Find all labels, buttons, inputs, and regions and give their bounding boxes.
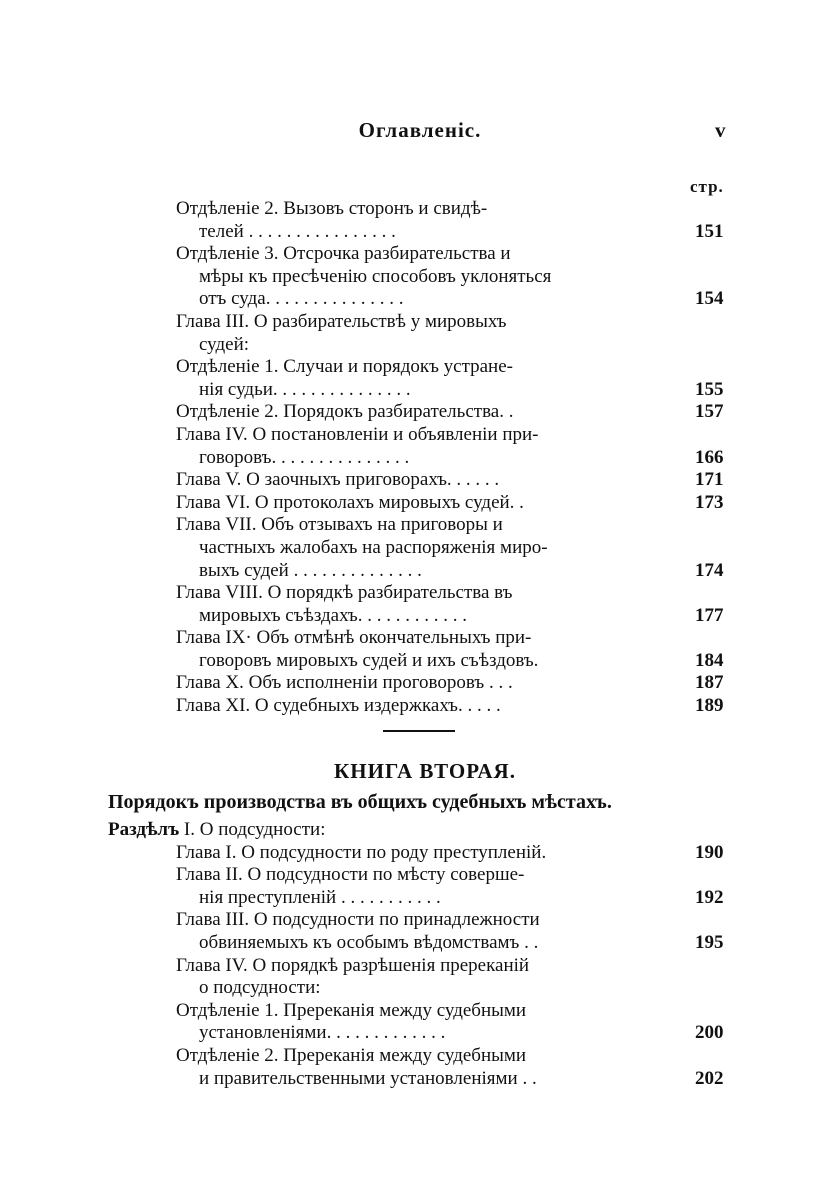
toc-entry-text: обвиняемыхъ къ особымъ вѣдомствамъ . . xyxy=(199,932,539,954)
toc-entry-line xyxy=(0,932,840,955)
toc-entry-line xyxy=(0,695,840,718)
toc-entry-text: и правительственными установленіями . . xyxy=(199,1067,537,1089)
toc-entry-text: частныхъ жалобахъ на распоряженія миро- xyxy=(199,536,548,558)
divider-rule xyxy=(383,730,455,732)
toc-entry-text: Отдѣленіе 2. Порядокъ разбирательства. . xyxy=(176,401,514,423)
toc-entry-line xyxy=(0,288,840,311)
toc-entry-line xyxy=(0,447,840,470)
toc-entry-text: Глава IX· Объ отмѣнѣ окончательныхъ при- xyxy=(176,627,532,649)
toc-entry-line xyxy=(0,424,840,447)
toc-entry-text: Глава VIII. О порядкѣ разбирательства въ xyxy=(176,582,513,604)
toc-entry-text: Глава I. О подсудности по роду преступленій. xyxy=(176,841,547,863)
toc-entry-line xyxy=(0,401,840,424)
toc-entry-line xyxy=(0,1022,840,1045)
toc-entry-text: Отдѣленіе 1. Случаи и порядокъ устране- xyxy=(176,356,513,378)
toc-entry-line xyxy=(0,1000,840,1023)
toc-entry-text: телей . . . . . . . . . . . . . . . . xyxy=(199,220,396,242)
toc-entry-line xyxy=(0,514,840,537)
toc-part-two xyxy=(0,842,840,1091)
toc-entry-text: Глава X. Объ исполненіи проговоровъ . . . xyxy=(176,672,513,694)
toc-entry-text: Глава V. О заочныхъ приговорахъ. . . . . . xyxy=(176,469,500,491)
toc-entry-line xyxy=(0,469,840,492)
toc-entry-text: Отдѣленіе 2. Пререканія между судебными xyxy=(176,1045,527,1066)
book-two-subtitle: Порядокъ производства въ общихъ судебныхъ мѣстахъ. xyxy=(108,790,612,813)
toc-entry-line xyxy=(0,887,840,910)
page-column-heading: стр. xyxy=(690,177,724,196)
toc-entry-text: выхъ судей . . . . . . . . . . . . . . xyxy=(199,559,422,581)
toc-entry-text: нія преступленій . . . . . . . . . . . xyxy=(199,886,441,908)
toc-entry-text: Глава XI. О судебныхъ издержкахъ. . . . . xyxy=(176,695,501,717)
toc-entry-line xyxy=(0,492,840,515)
toc-entry-line xyxy=(0,650,840,673)
toc-page-number: 177 xyxy=(695,604,724,626)
toc-entry-line xyxy=(0,605,840,628)
toc-page-number: 174 xyxy=(695,559,724,581)
toc-page-number: 166 xyxy=(695,446,724,468)
toc-entry-text: мѣры къ пресѣченію способовъ уклоняться xyxy=(199,265,552,287)
toc-page-number: 154 xyxy=(695,288,724,310)
toc-entry-line xyxy=(0,379,840,402)
toc-page-number: 187 xyxy=(695,672,724,694)
toc-page-number: 200 xyxy=(695,1022,724,1044)
toc-entry-line xyxy=(0,672,840,695)
toc-entry-text: Отдѣленіе 3. Отсрочка разбирательства и xyxy=(176,243,511,265)
toc-entry-text: судей: xyxy=(199,333,250,355)
toc-page-number: 157 xyxy=(695,401,724,423)
toc-entry-text: нія судьи. . . . . . . . . . . . . . . xyxy=(199,378,411,400)
running-title: Оглавленіс. xyxy=(358,118,482,142)
razdel-word: Раздѣлъ xyxy=(108,818,180,840)
toc-entry-line xyxy=(0,266,840,289)
toc-entry-text: Отдѣленіе 2. Вызовъ сторонъ и свидѣ- xyxy=(176,198,488,219)
toc-entry-text: Глава VII. Объ отзывахъ на приговоры и xyxy=(176,514,503,536)
toc-entry-line xyxy=(0,1068,840,1091)
toc-entry-text: говоровъ. . . . . . . . . . . . . . . xyxy=(199,446,410,468)
toc-page-number: 155 xyxy=(695,378,724,400)
toc-entry-text: Глава II. О подсудности по мѣсту соверше- xyxy=(176,864,525,886)
toc-page-number: 184 xyxy=(695,649,724,671)
toc-entry-text: мировыхъ съѣздахъ. . . . . . . . . . . . xyxy=(199,604,467,626)
toc-entry-text: Отдѣленіе 1. Пререканія между судебными xyxy=(176,999,527,1021)
toc-page-number: 173 xyxy=(695,491,724,513)
toc-entry-line xyxy=(0,560,840,583)
razdel-heading xyxy=(0,818,840,842)
razdel-title: I. О подсудности: xyxy=(179,818,326,840)
toc-entry-text: Глава VI. О протоколахъ мировыхъ судей. . xyxy=(176,491,524,513)
toc-entry-line xyxy=(0,356,840,379)
toc-entry-text: Глава IV. О порядкѣ разрѣшенія пререканій xyxy=(176,954,530,976)
toc-page-number: 151 xyxy=(695,220,724,242)
toc-entry-text: говоровъ мировыхъ судей и ихъ съѣздовъ. xyxy=(199,649,539,671)
toc-page-number: 189 xyxy=(695,695,724,717)
toc-entry-line xyxy=(0,977,840,1000)
toc-page-number: 190 xyxy=(695,841,724,863)
section-divider xyxy=(0,718,840,756)
toc-entry-line xyxy=(0,221,840,244)
toc-entry-line xyxy=(0,311,840,334)
toc-entry-line xyxy=(0,198,840,221)
toc-entry-line xyxy=(0,582,840,605)
toc-page-number: 202 xyxy=(695,1067,724,1089)
toc-page-number: 171 xyxy=(695,469,724,491)
toc-entry-line xyxy=(0,1045,840,1068)
toc-entry-line xyxy=(0,842,840,865)
toc-part-one xyxy=(0,198,840,718)
toc-page-number: 192 xyxy=(695,886,724,908)
toc-entry-line xyxy=(0,864,840,887)
book-two-title: КНИГА ВТОРАЯ. xyxy=(334,758,516,783)
toc-entry-line xyxy=(0,955,840,978)
toc-entry-text: Глава IV. О постановленіи и объявленіи при- xyxy=(176,423,539,445)
toc-entry-text: Глава III. О подсудности по принадлежности xyxy=(176,909,540,931)
page-header xyxy=(0,118,840,146)
toc-entry-text: отъ суда. . . . . . . . . . . . . . . xyxy=(199,288,404,310)
table-of-contents xyxy=(0,198,840,1090)
toc-entry-line xyxy=(0,334,840,357)
toc-entry-text: установленіями. . . . . . . . . . . . . xyxy=(199,1022,446,1044)
toc-entry-line xyxy=(0,537,840,560)
toc-entry-text: Глава III. О разбирательствѣ у мировыхъ xyxy=(176,310,507,332)
toc-entry-line xyxy=(0,909,840,932)
toc-page-number: 195 xyxy=(695,932,724,954)
toc-entry-line xyxy=(0,627,840,650)
toc-entry-line xyxy=(0,243,840,266)
page-number: v xyxy=(715,118,726,142)
toc-entry-text: о подсудности: xyxy=(199,977,321,999)
